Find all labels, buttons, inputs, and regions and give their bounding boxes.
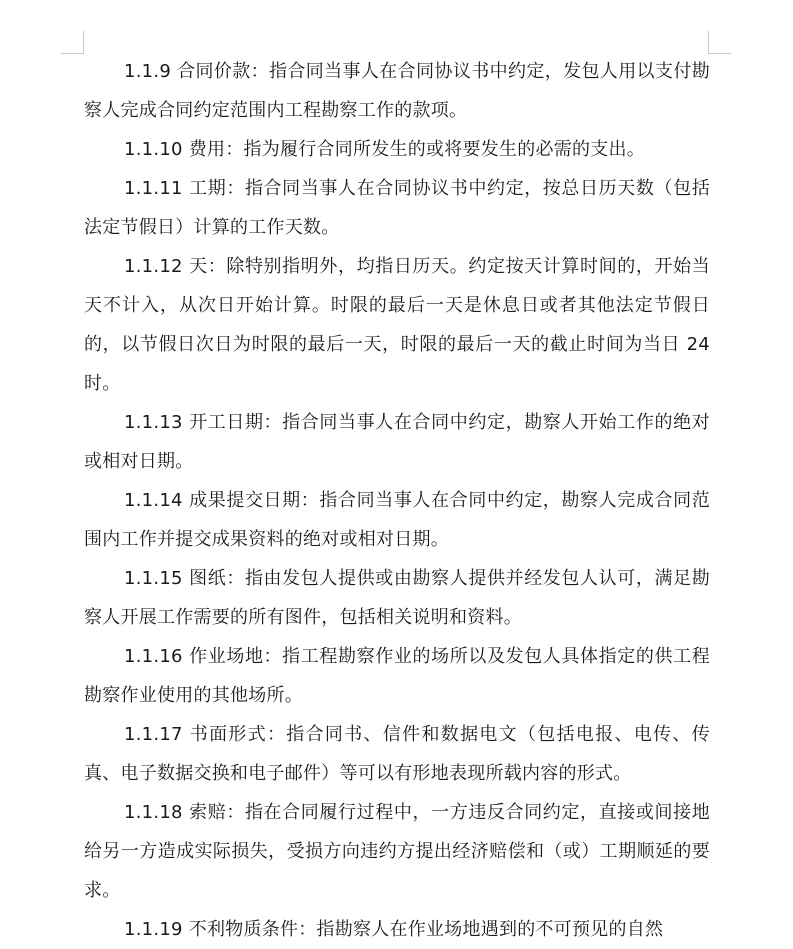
paragraph-delivery-date: 1.1.14 成果提交日期：指合同当事人在合同中约定，勘察人完成合同范围内工作并提交成果资料的绝对或相对日期。 <box>84 490 710 550</box>
margin-corner-top-right <box>708 31 731 54</box>
paragraph-work-site: 1.1.16 作业场地：指工程勘察作业的场所以及发包人具体指定的供工程勘察作业使用的其他场所。 <box>84 646 710 706</box>
paragraph-adverse-conditions: 1.1.19 不利物质条件：指勘察人在作业场地遇到的不可预见的自然 <box>124 919 664 940</box>
paragraph-claim: 1.1.18 索赔：指在合同履行过程中，一方违反合同约定，直接或间接地给另一方造成实际损失，受损方向违约方提出经济赔偿和（或）工期顺延的要求。 <box>84 802 710 901</box>
paragraph-written-form: 1.1.17 书面形式：指合同书、信件和数据电文（包括电报、电传、传真、电子数据交换和电子邮件）等可以有形地表现所载内容的形式。 <box>84 724 710 784</box>
paragraph-drawings: 1.1.15 图纸：指由发包人提供或由勘察人提供并经发包人认可，满足勘察人开展工作需要的所有图件，包括相关说明和资料。 <box>84 568 710 628</box>
paragraph-start-date: 1.1.13 开工日期：指合同当事人在合同中约定，勘察人开始工作的绝对或相对日期。 <box>84 412 710 472</box>
document-body[interactable] <box>84 52 710 949</box>
margin-corner-top-left <box>61 31 84 54</box>
paragraph-expenses: 1.1.10 费用：指为履行合同所发生的或将要发生的必需的支出。 <box>124 139 645 160</box>
paragraph-day: 1.1.12 天：除特别指明外，均指日历天。约定按天计算时间的，开始当天不计入，从次日开始计算。时限的最后一天是休息日或者其他法定节假日的，以节假日次日为时限的最后一天，时限的最后一天的截止时间为当日 24 时。 <box>84 256 710 394</box>
paragraph-contract-price: 1.1.9 合同价款：指合同当事人在合同协议书中约定，发包人用以支付勘察人完成合同约定范围内工程勘察工作的款项。 <box>84 61 710 121</box>
paragraph-duration: 1.1.11 工期：指合同当事人在合同协议书中约定，按总日历天数（包括法定节假日）计算的工作天数。 <box>84 178 710 238</box>
